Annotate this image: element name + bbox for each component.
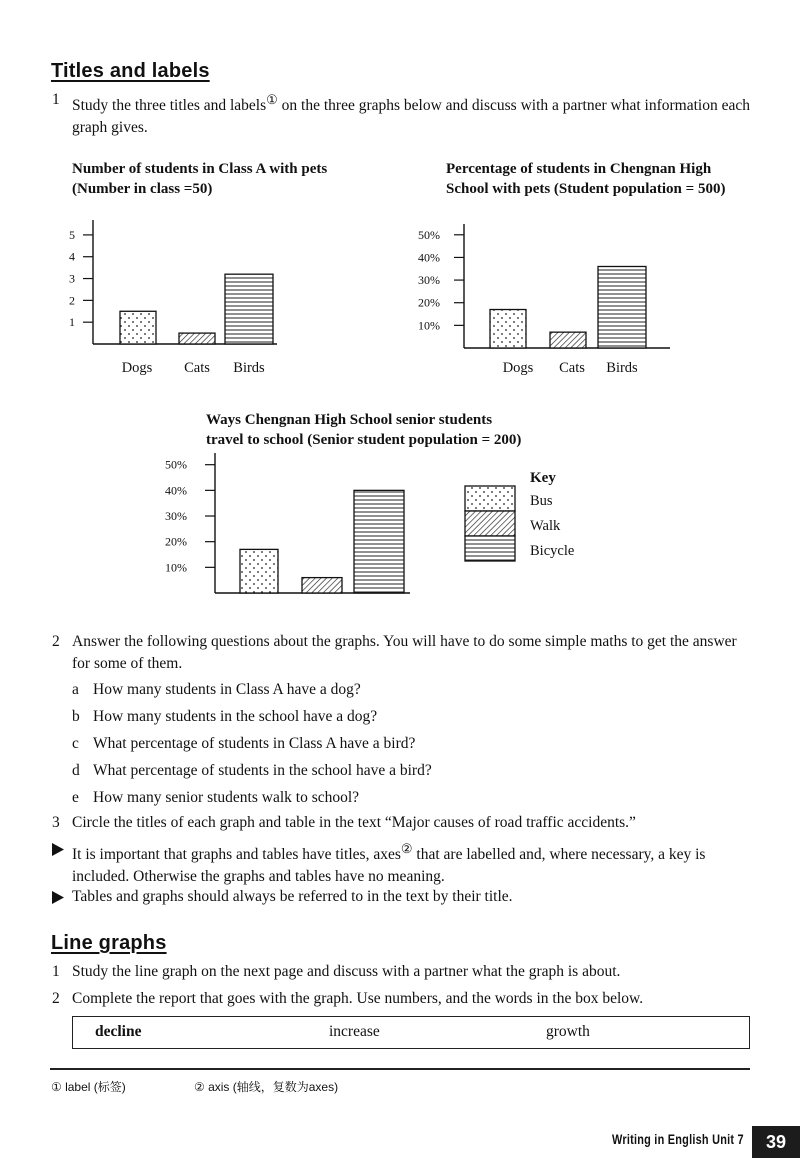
bar-cats: [550, 332, 586, 348]
category-label: Birds: [606, 360, 638, 376]
bar-birds: [598, 266, 646, 348]
sub-question: [72, 706, 752, 733]
exercise-item-1: [52, 89, 757, 139]
sub-question: [72, 733, 752, 760]
item-number: 1: [52, 91, 60, 108]
sub-question-text: What percentage of students in Class A have a bird?: [93, 735, 416, 752]
word-box-word: increase: [329, 1023, 380, 1040]
note-text-cont: that are labelled and, where necessary, a key is included. Otherwise the graphs and tables have no meaning.: [72, 846, 706, 886]
y-tick-label: 1: [69, 315, 75, 330]
bar-walk: [302, 578, 342, 593]
chart-2-title-line2: School with pets (Student population = 500): [446, 181, 726, 197]
y-tick-label: 40%: [165, 483, 187, 498]
sub-question-letter: d: [72, 762, 80, 779]
y-tick-label: 30%: [165, 509, 187, 524]
sub-question: [72, 679, 752, 706]
item-text: Study the three titles and labels: [72, 97, 267, 115]
category-label: Birds: [233, 360, 265, 376]
y-tick-label: 50%: [418, 227, 440, 242]
item-text: Complete the report that goes with the graph. Use numbers, and the words in the box below.: [72, 990, 644, 1007]
word-box-word: growth: [546, 1023, 590, 1040]
bar-dogs: [120, 311, 156, 344]
sub-question-list: [72, 679, 752, 814]
y-tick-label: 3: [69, 271, 75, 286]
section-heading-line-graphs: Line graphs: [51, 932, 167, 954]
sub-question: [72, 760, 752, 787]
chart-3-title: [206, 410, 626, 450]
y-tick-label: 10%: [165, 560, 187, 575]
section-heading-titles-and-labels: Titles and labels: [51, 60, 210, 82]
y-tick-label: 4: [69, 249, 75, 264]
y-tick-label: 20%: [418, 295, 440, 310]
item-number: 2: [52, 990, 60, 1007]
y-tick-label: 30%: [418, 273, 440, 288]
page-number: 39: [752, 1126, 800, 1158]
exercise-item-2b: [52, 988, 757, 1010]
category-label: Dogs: [502, 360, 534, 376]
category-label: Dogs: [121, 360, 153, 376]
arrow-bullet-icon: [52, 891, 64, 904]
sub-question-text: How many senior students walk to school?: [93, 789, 360, 806]
note-text: Tables and graphs should always be referred to in the text by their title.: [72, 888, 513, 905]
sub-question-letter: c: [72, 735, 79, 752]
sub-question-letter: b: [72, 708, 80, 725]
bar-birds: [225, 274, 273, 344]
note-text: It is important that graphs and tables have titles, axes: [72, 846, 401, 864]
word-box-word: decline: [95, 1023, 142, 1040]
sub-question-letter: e: [72, 789, 79, 806]
category-label: Cats: [559, 360, 585, 376]
key-label: Bicycle: [530, 543, 575, 559]
exercise-item-1b: [52, 961, 757, 983]
chart-2-title-line1: Percentage of students in Chengnan High: [446, 161, 712, 177]
item-text: Study the line graph on the next page and discuss with a partner what the graph is about.: [72, 963, 621, 980]
y-tick-label: 40%: [418, 250, 440, 265]
key-swatch-bus: [465, 486, 515, 511]
sub-question-text: What percentage of students in the school have a bird?: [93, 762, 432, 779]
item-text-cont: on the three graphs below and discuss with a partner what information each graph gives.: [72, 97, 750, 137]
y-tick-label: 2: [69, 293, 75, 308]
chart-3-title-line2: travel to school (Senior student population = 200): [206, 432, 522, 448]
exercise-item-2: [52, 631, 757, 675]
footer-divider: [50, 1068, 750, 1070]
chart-1-title-line2: (Number in class =50): [72, 181, 213, 197]
footnote-2: ② axis (轴线，复数为axes): [194, 1080, 339, 1094]
note-2: [52, 886, 757, 908]
bar-cats: [179, 333, 215, 344]
chart-3-key: [462, 462, 602, 572]
note-1: [52, 838, 757, 888]
sub-question-letter: a: [72, 681, 79, 698]
item-number: 2: [52, 633, 60, 650]
item-number: 1: [52, 963, 60, 980]
y-tick-label: 10%: [418, 318, 440, 333]
key-label: Bus: [530, 493, 553, 509]
arrow-bullet-icon: [52, 843, 64, 856]
book-title: Writing in English Unit 7: [612, 1131, 744, 1147]
footnote-1: ① label (标签): [51, 1080, 126, 1094]
y-tick-label: 5: [69, 227, 75, 242]
chart-1-class-a-pets: [55, 212, 315, 382]
footnote-marker: ①: [266, 92, 278, 107]
exercise-item-3: [52, 812, 757, 834]
chart-2-title: [446, 159, 776, 199]
key-swatch-bicycle: [465, 536, 515, 561]
bar-bicycle: [354, 490, 404, 593]
chart-2-school-pets: [412, 212, 682, 382]
key-label: Walk: [530, 518, 561, 534]
category-label: Cats: [184, 360, 210, 376]
sub-question-text: How many students in Class A have a dog?: [93, 681, 361, 698]
chart-3-title-line1: Ways Chengnan High School senior students: [206, 412, 493, 428]
key-title: Key: [530, 470, 556, 486]
sub-question-text: How many students in the school have a dog?: [93, 708, 378, 725]
y-tick-label: 20%: [165, 534, 187, 549]
chart-1-title: [72, 159, 402, 199]
y-tick-label: 50%: [165, 457, 187, 472]
chart-1-title-line1: Number of students in Class A with pets: [72, 161, 328, 177]
bar-dogs: [490, 310, 526, 348]
sub-question: [72, 787, 752, 814]
item-text: Answer the following questions about the graphs. You will have to do some simple maths to get the answer for some of them.: [72, 633, 737, 672]
item-text: Circle the titles of each graph and table in the text “Major causes of road traffic accidents.”: [72, 814, 636, 831]
footnote-marker: ②: [400, 841, 413, 856]
word-box: [72, 1016, 750, 1049]
key-swatch-walk: [465, 511, 515, 536]
bar-bus: [240, 549, 278, 593]
chart-3-travel-to-school: [160, 450, 430, 600]
item-number: 3: [52, 814, 60, 831]
